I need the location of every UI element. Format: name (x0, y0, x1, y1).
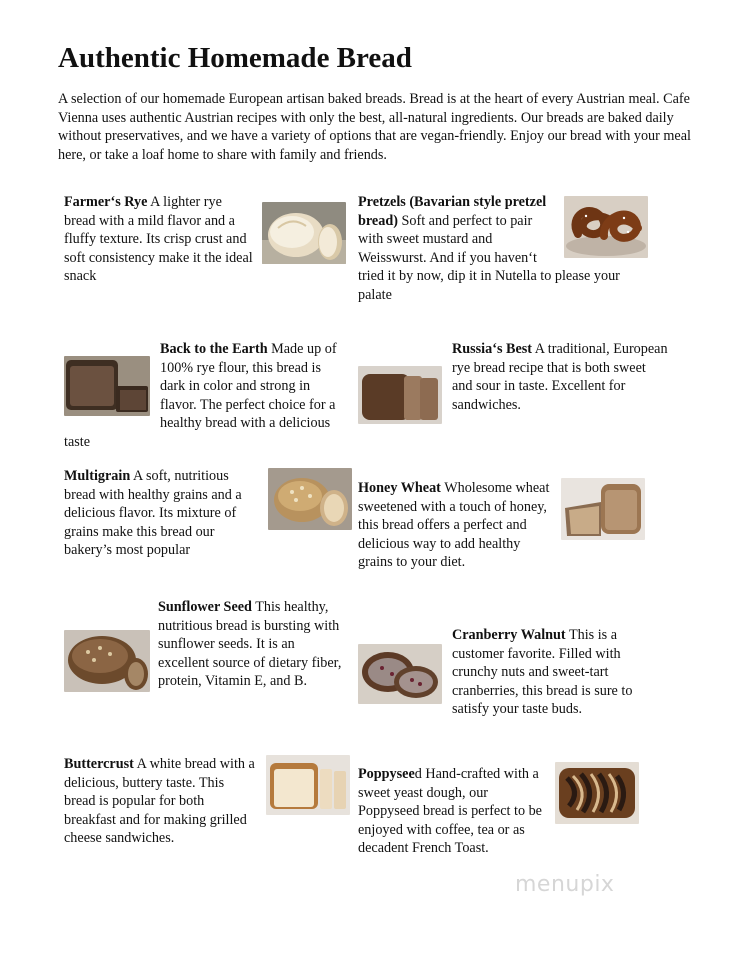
item-name: Cranberry Walnut (452, 627, 566, 643)
item-description: Soft and perfect to pair with sweet mustard and Weisswurst. And if you haven‘t tried it by now, dip it in Nutella to please your palate (358, 212, 620, 303)
menu-item-back-to-the-earth (64, 340, 349, 452)
item-description: A white bread with a delicious, buttery taste. This bread is popular for both breakfast and for making grilled cheese sandwiches. (64, 756, 255, 847)
item-name: Russia‘s Best (452, 341, 533, 357)
item-description: Hand-crafted with a sweet yeast dough, our Poppyseed bread is perfect to be enjoyed with coffee, tea or as decadent French Toast. (358, 766, 542, 857)
poppyseed-photo (555, 762, 639, 824)
menu-item-russias-best (358, 340, 668, 424)
item-description: A lighter rye bread with a mild flavor and a fluffy texture. Its crisp crust and soft consistency make it the ideal snack (64, 194, 253, 285)
item-name: Multigrain (64, 468, 131, 484)
item-name: Poppysee (358, 766, 415, 782)
cranberry-walnut-photo (358, 644, 442, 704)
item-name: Honey Wheat (358, 480, 441, 496)
multigrain-photo (268, 468, 352, 530)
sunflower-seed-photo (64, 630, 150, 692)
item-description: This healthy, nutritious bread is bursting with sunflower seeds. It is an excellent source of dietary fiber, protein, Vitamin E, and B. (158, 599, 342, 690)
back-to-the-earth-photo (64, 356, 150, 416)
item-name: Pretzels (Bavarian style pretzel bread) (358, 194, 547, 229)
russias-best-photo (358, 366, 442, 424)
item-name-tail: d (414, 766, 422, 782)
item-description: A soft, nutritious bread with healthy grains and a delicious flavor. Its mixture of grains make this bread our bakery’s most popular (64, 468, 242, 559)
pretzel-photo (564, 196, 648, 258)
menu-item-multigrain (64, 467, 256, 560)
item-name: Sunflower Seed (158, 599, 252, 615)
page-title: Authentic Homemade Bread (58, 42, 412, 74)
menu-item-pretzels (358, 193, 648, 305)
intro-text: A selection of our homemade European artisan baked breads. Bread is at the heart of every Austrian meal. Cafe Vienna uses authentic Austrian recipes with only the best, all-natural ingredients. Our breads are baked daily without preservatives, and we have a variety of options that are vegan-friendly. Enjoy our bread with your meal here, or take a loaf home to share with family and friends. (58, 91, 691, 163)
honey-wheat-photo (561, 478, 645, 540)
item-name: Back to the Earth (160, 341, 268, 357)
watermark: menupix (515, 872, 615, 897)
item-description: This is a customer favorite. Filled with crunchy nuts and sweet-tart cranberries, this bread is sure to satisfy your taste buds. (452, 627, 633, 718)
menu-item-honey-wheat (358, 479, 554, 572)
menu-item-farmers-rye (64, 193, 254, 286)
item-name: Buttercrust (64, 756, 134, 772)
item-description: Made up of 100% rye flour, this bread is dark in color and strong in flavor. The perfect choice for a healthy bread with a delicious taste (64, 341, 337, 450)
menu-item-buttercrust (64, 755, 259, 848)
item-description: A traditional, European rye bread recipe that is both sweet and sour in taste. Excellent for sandwiches. (452, 341, 668, 413)
buttercrust-photo (266, 755, 350, 815)
farmers-rye-photo (262, 202, 346, 264)
item-description: Wholesome wheat sweetened with a touch of honey, this bread offers a perfect and delicious way to add healthy grains to your diet. (358, 480, 550, 571)
item-name: Farmer‘s Rye (64, 194, 148, 210)
menu-item-cranberry-walnut (358, 626, 668, 719)
menu-item-sunflower-seed (64, 598, 348, 692)
menu-item-poppyseed (358, 765, 544, 858)
